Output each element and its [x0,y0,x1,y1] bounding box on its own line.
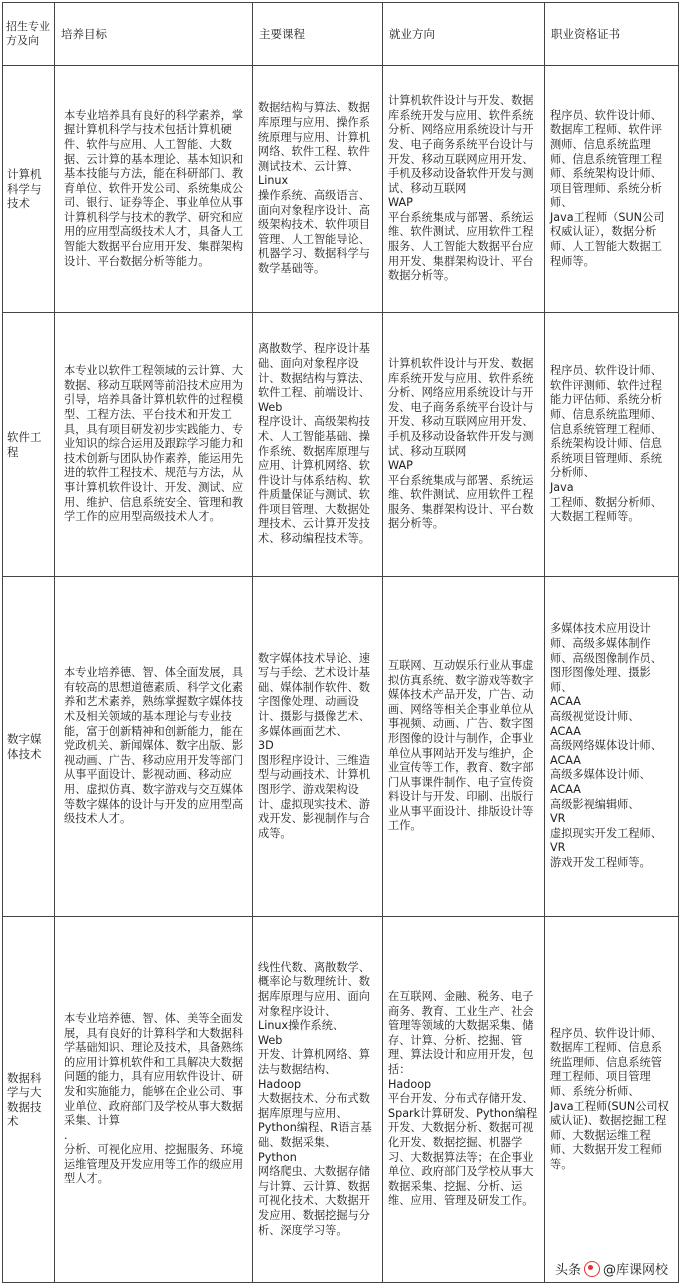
header-career: 就业方向 [383,3,545,66]
cert-cell [545,577,679,917]
courses-cell [253,313,383,577]
major-cell: 数据科学与大数据技术 [3,917,55,1283]
cert-cell [545,917,679,1283]
course-text: Web [258,1033,283,1047]
career-cell [383,313,545,577]
cert-text: 程序员、软件设计师、数据库工程师、软件评测师、信息系统监理师、信息系统管理工程师、系统架构设计师、项目管理师、系统分析师、 [550,108,662,210]
career-text: 平台开发、分布式存储开发、 [388,1092,534,1106]
goal-text: 分析、可视化应用、挖掘服务、环境运维管理及开发应用等工作的级应用型人才。 [64,1143,244,1186]
goal-cell: 本专业培养具有良好的科学素养，掌握计算机科学与技术包括计算机硬件、软件与应用、人工智能、大数据、云计算的基本理论、基本知识和基本技能与方法，能在科研部门、教育单位、软件开发公司、系统集成公司、银行、证券等企、事业单位从事计算机科学与技术的教学、研究和应用的应用型高级技术人才，具备人工智能大数据平台应用开发、集群架构设计、平台数据分析等能力。 [55,66,253,313]
cert-cell [545,66,679,313]
header-row [3,3,679,66]
course-text: 3D [258,739,274,753]
goal-cell [55,917,253,1283]
header-courses: 主要课程 [253,3,383,66]
major-cell: 软件工程 [3,313,55,577]
career-text: Spark计算研发、Python编程开发、大数据分析、数据可视化开发、数据挖掘、机器学习、大数据算法等；在企事业单位、政府部门及学校从事大数据采集、挖掘、分析、运维、应用、管理及研发工作。 [388,1106,538,1208]
cert-text: 高级网络媒体设计师、 [550,739,662,753]
table-row [3,313,679,577]
cert-text: 高级影视编辑师、 [550,797,640,811]
course-text: 图形程序设计、三维造型与动画技术、计算机图形学、游戏架构设计、虚拟现实技术、游戏开发、影视制作与合成等。 [258,753,370,840]
course-text: Linux操作系统、 [258,1019,345,1033]
majors-table [2,2,679,1283]
cert-text: 高级多媒体设计师、 [550,768,651,782]
courses-cell [253,917,383,1283]
career-text: WAP [388,459,413,473]
cert-cell [545,313,679,577]
cert-text: ACAA [550,753,581,767]
header-cert: 职业资格证书 [545,3,679,66]
courses-cell [253,66,383,313]
course-text: Linux [258,174,289,188]
cert-text: 高级视觉设计师、 [550,710,640,724]
major-cell: 计算机科学与技术 [3,66,55,313]
goal-cell: 本专业培养德、智、体全面发展，具有较高的思想道德素质、科学文化素养和艺术素养，熟练掌握数字媒体技术及相关领域的基本理论与专业技能，富于创新精神和创新能力，能在党政机关、新闻媒体、数字出版、影视动画、广告、移动应用开发等部门从事平面设计、影视动画、移动应用、虚拟仿真、数字游戏与交互媒体等数字媒体的设计与开发的应用型高级技术人才。 [55,577,253,917]
course-text: 网络爬虫、大数据存储与计算、云计算、数据可视化技术、大数据开发应用、数据挖掘与分析、深度学习等。 [258,1165,370,1237]
cert-text: 程序员、软件设计师、软件评测师、软件过程能力评估师、系统分析师、信息系统监理师、信息系统管理工程师、系统架构设计师、信息系统项目管理师、系统分析师、 [550,364,662,480]
watermark [551,1258,672,1279]
cert-text: Java工程师(SUN公司权威认证)、数据挖掘工程师、大数据运维工程师、大数据开发工程师等。 [550,1099,669,1171]
career-text: 计算机软件设计与开发、数据库系统开发与应用、软件系统分析、网络应用系统设计与开发、电子商务系统平台设计与开发、移动互联网应用开发、手机及移动设备软件开发与测试、移动互联网 [388,356,534,458]
toutiao-badge-icon [584,1261,600,1277]
table-row [3,577,679,917]
course-text: 数字媒体技术导论、速写与手绘、艺术设计基础、媒体制作软件、数字图像处理、动画设计、摄影与摄像艺术、多媒体画面艺术、 [258,651,370,738]
cert-text: 工程师、数据分析师、大数据工程师等。 [550,495,662,524]
cert-text: Java [550,480,574,494]
career-cell [383,917,545,1283]
major-cell: 数字媒体技术 [3,577,55,917]
table-row [3,917,679,1283]
cert-text: VR [550,812,566,826]
cert-text: 多媒体技术应用设计师、高级多媒体制作师、高级图像制作员、图形图像处理、摄影师、 [550,622,662,694]
career-text: 平台系统集成与部署、系统运维、软件测试、应用软件工程服务、集群架构设计、平台数据分析等。 [388,473,534,531]
cert-text: VR [550,841,566,855]
goal-cell: 本专业以软件工程领域的云计算、大数据、移动互联网等前沿技术应用为引导，培养具备计算机软件的过程模型、工程方法、平台技术和开发工具，具有项目研发初步实践能力、专业知识的综合运用及跟踪学习能力和技术创新与团队协作素养，能运用先进的软件工程技术、规范与方法，从事计算机软件设计、开发、测试、应用、维护、信息系统安全、管理和教学工作的应用型高级技术人才。 [55,313,253,577]
cert-text: 游戏开发工程师等。 [550,855,651,869]
course-text: 大数据技术、分布式数据库原理与应用、 [258,1092,370,1120]
header-goal: 培养目标 [55,3,253,66]
career-cell [383,577,545,917]
cert-text: 程序员、软件设计师、数据库工程师、信息系统监理师、信息系统管理工程师、项目管理师、系统分析师、 [550,1026,662,1098]
course-text: 开发、计算机网络、算法与数据结构、 [258,1048,370,1077]
career-text: WAP [388,196,413,210]
career-text: 在互联网、金融、税务、电子商务、教育、工业生产、社会管理等领域的大数据采集、储存、计算、分析、挖掘、管理、算法设计和应用开发，包括： [388,990,534,1077]
cert-text: Java工程师（SUN公司权威认证），数据分析师、人工智能大数据工程师等。 [550,210,665,268]
course-text: 程序设计、高级架构技术、人工智能基础、操作系统、数据库原理与应用、计算机网络、软件设计与体系结构、软件质量保证与测试、软件项目管理、大数据处理技术、云计算开发技术、移动编程技术等。 [258,415,370,546]
goal-text: 本专业培养德、智、体、美等全面发展，具有良好的计算科学和大数据科学基础知识、理论及技术，具备熟练的应用计算机软件和工具解决大数据问题的能力，具有应用软件设计、研发和实施能力，能够在企业公司、事业单位、政府部门及学校从事大数据采集、计算 [64,1011,244,1128]
cert-text: ACAA [550,724,581,738]
cert-text: ACAA [550,695,581,709]
career-cell [383,66,545,313]
course-text: 数据结构与算法、数据库原理与应用、操作系统原理与应用、计算机网络、软件工程、软件测试技术、云计算、 [258,101,370,173]
career-text: Hadoop [388,1077,432,1091]
course-text: Web [258,400,283,414]
goal-text: . [64,1128,68,1142]
watermark-right: @库课网校 [602,1263,668,1278]
career-text: 计算机软件设计与开发、数据库系统开发与应用、软件系统分析、网络应用系统设计与开发、电子商务系统平台设计与开发、移动互联网应用开发、手机及移动设备软件开发与测试、移动互联网 [388,94,534,195]
cert-text: 虚拟现实开发工程师、 [550,826,662,840]
course-text: Python [258,1150,297,1164]
course-text: 线性代数、离散数学、概率论与数理统计、数据库原理与应用、面向对象程序设计、 [258,960,370,1018]
career-text: 平台系统集成与部署、系统运维、软件测试、应用软件工程服务、人工智能大数据平台应用开发、集群架构设计、平台数据分析等。 [388,210,534,283]
table-row [3,66,679,313]
course-text: 离散数学、程序设计基础、面向对象程序设计、数据结构与算法、软件工程、前端设计、 [258,342,370,400]
course-text: 操作系统、高级语言、面向对象程序设计、高级架构技术、软件项目管理、人工智能导论、机器学习、数据科学与数学基础等。 [258,189,370,275]
watermark-left: 头条 [554,1263,581,1278]
course-text: Hadoop [258,1077,302,1091]
courses-cell [253,577,383,917]
header-corner: 招生专业方及向 [3,3,55,66]
course-text: Python编程、R语言基础、数据采集、 [258,1121,372,1149]
cert-text: ACAA [550,782,581,796]
career-text: 互联网、互动娱乐行业从事虚拟仿真系统、数字游戏等数字媒体技术产品开发，广告、动画、网络等相关企事业单位从事视频、动画、广告、数字图形图像的设计与制作，企事业单位从事网站开发与维护，企业宣传等工作，教育、数字部门从事课件制作、电子宣传资料设计与开发、印刷、出版行业从事平面设计、排版设计等工作。 [388,658,534,833]
